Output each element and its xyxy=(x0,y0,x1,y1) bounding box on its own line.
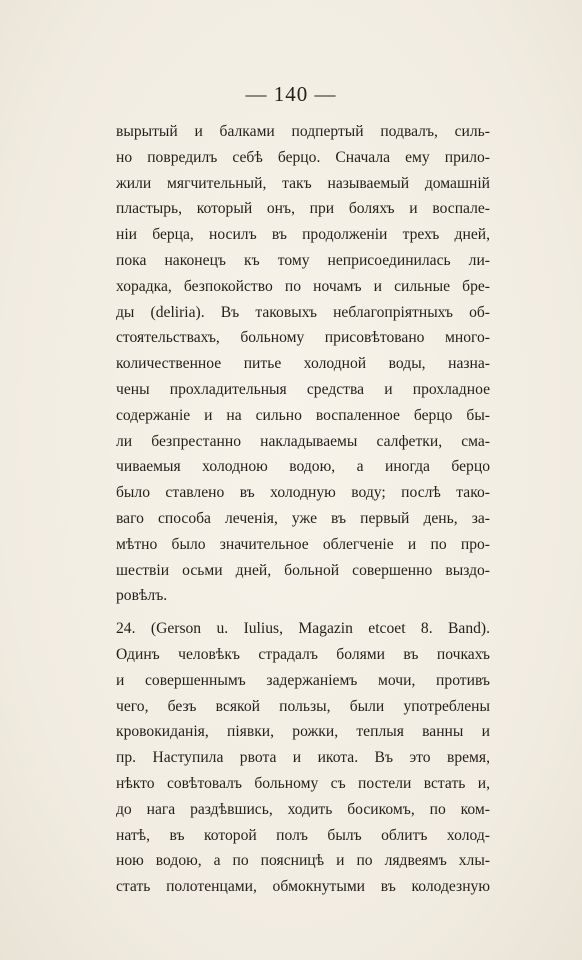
text-line: до нага раздѣвшись, ходить босикомъ, по ком- xyxy=(116,800,490,818)
text-line: ваго способа леченія, уже въ первый день, за- xyxy=(116,509,490,527)
text-line: нѣкто совѣтовалъ больному съ постели встать и, xyxy=(116,774,490,792)
text-line: стать полотенцами, обмокнутыми въ колодезную xyxy=(116,878,490,896)
text-line: но повредилъ себѣ берцо. Сначала ему прило- xyxy=(116,148,490,166)
text-line: Одинъ человѣкъ страдалъ болями въ почкахъ xyxy=(116,645,490,663)
text-line: шествіи осьми дней, больной совершенно выздо- xyxy=(116,561,490,579)
text-line: чего, безъ всякой пользы, были употреблены xyxy=(116,697,490,715)
text-line: пр. Наступила рвота и икота. Въ это время, xyxy=(116,749,490,767)
text-line: вырытый и балками подпертый подвалъ, силь- xyxy=(116,123,490,140)
text-line: мѣтно было значительное облегченіе и по про- xyxy=(116,535,490,553)
text-line: ды (deliria). Въ таковыхъ неблагопріятныхъ об- xyxy=(116,303,490,321)
paragraph-gap xyxy=(116,609,490,616)
text-line: 24. (Gerson u. Iulius, Magazin etcoet 8. Band). xyxy=(116,620,490,638)
text-line: пластырь, который онъ, при боляхъ и воспале- xyxy=(116,200,490,218)
text-line: натѣ, въ которой полъ былъ облитъ холод- xyxy=(116,826,490,844)
text-line: чены прохладительныя средства и прохладное xyxy=(116,380,490,398)
text-line: количественное питье холодной воды, назна- xyxy=(116,355,490,373)
paragraph-1 xyxy=(116,119,490,609)
text-line: кровокиданія, піявки, рожки, теплыя ванны и xyxy=(116,723,490,741)
text-line: было ставлено въ холодную воду; послѣ тако- xyxy=(116,484,490,502)
text-line: ли безпрестанно накладываемы салфетки, сма- xyxy=(116,432,490,450)
text-line: пока наконецъ къ тому неприсоединилась ли- xyxy=(116,251,490,269)
text-line: чиваемыя холодною водою, а иногда берцо xyxy=(116,458,490,476)
text-line: ною водою, а по поясницѣ и по лядвеямъ хлы- xyxy=(116,852,490,870)
text-line: содержаніе и на сильно воспаленное берцо бы- xyxy=(116,406,490,424)
text-line: ніи берца, носилъ въ продолженіи трехъ дней, xyxy=(116,226,490,244)
paragraph-2 xyxy=(116,616,490,900)
text-line: стоятельствахъ, больному присовѣтовано много- xyxy=(116,329,490,347)
text-line: хорадка, безпокойство по ночамъ и сильные бре- xyxy=(116,277,490,295)
body-text xyxy=(116,119,490,900)
text-line: жили мягчительный, такъ называемый домашній xyxy=(116,174,490,192)
text-line: и совершеннымъ задержаніемъ мочи, противъ xyxy=(116,671,490,689)
text-line: ровѣлъ. xyxy=(116,587,168,605)
page-number: — 140 — xyxy=(245,82,337,106)
